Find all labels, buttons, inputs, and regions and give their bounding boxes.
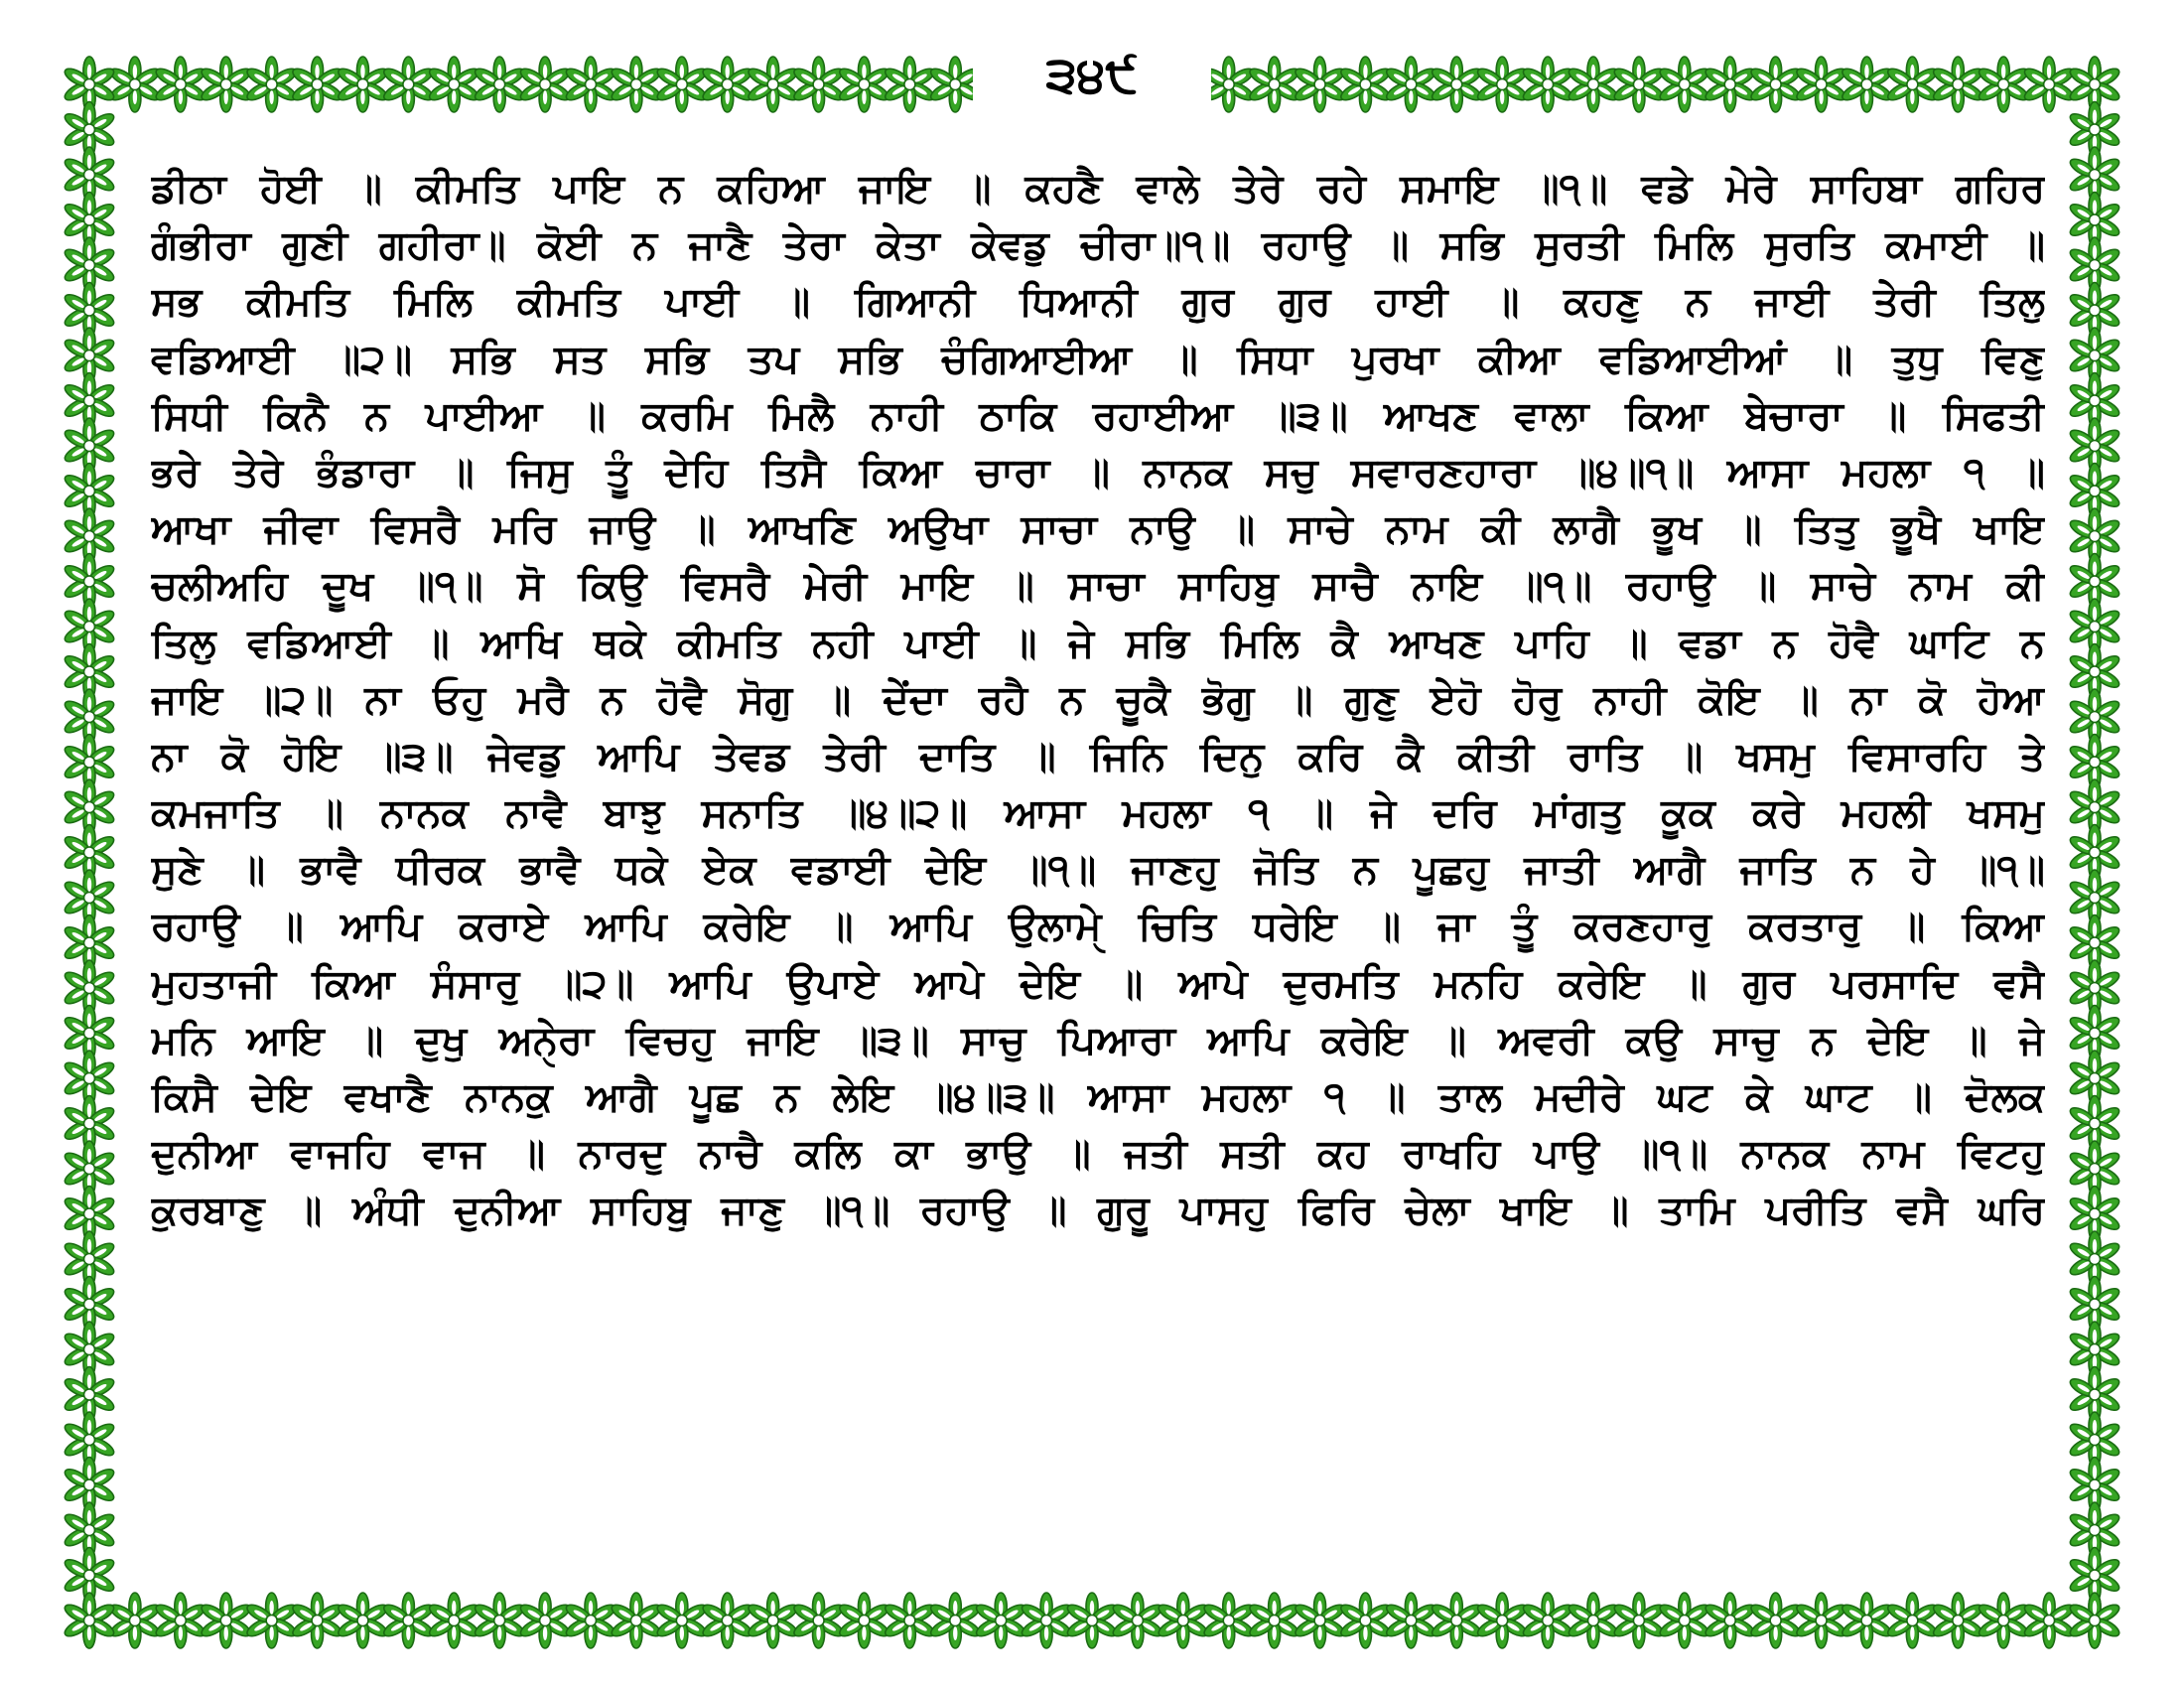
text-line: ਸੁਣੇ ॥ ਭਾਵੈ ਧੀਰਕ ਭਾਵੈ ਧਕੇ ਏਕ ਵਡਾਈ ਦੇਇ ॥੧॥ ਜਾਣਹੁ ਜੋਤਿ ਨ ਪੂਛਹੁ ਜਾਤੀ ਆਗੈ ਜਾਤਿ ਨ ਹੇ ॥੧॥ <box>151 847 2045 894</box>
flower-ornament-icon <box>199 57 252 112</box>
flower-ornament-icon <box>199 1593 252 1648</box>
flower-ornament-icon <box>290 1593 343 1648</box>
flower-ornament-icon <box>108 57 162 112</box>
flower-ornament-icon <box>746 1593 799 1648</box>
flower-ornament-icon <box>1521 1593 1574 1648</box>
flower-ornament-icon <box>700 1593 753 1648</box>
text-line: ਕਮਜਾਤਿ ॥ ਨਾਨਕ ਨਾਵੈ ਬਾਝੁ ਸਨਾਤਿ ॥੪॥੨॥ ਆਸਾ ਮਹਲਾ ੧ ॥ ਜੇ ਦਰਿ ਮਾਂਗਤੁ ਕੂਕ ਕਰੇ ਮਹਲੀ ਖਸਮੁ <box>151 790 2045 837</box>
flower-ornament-icon <box>2068 1593 2121 1648</box>
flower-ornament-icon <box>883 1593 936 1648</box>
text-line: ਆਖਾ ਜੀਵਾ ਵਿਸਰੈ ਮਰਿ ਜਾਉ ॥ ਆਖਣਿ ਅਉਖਾ ਸਾਚਾ ਨਾਉ ॥ ਸਾਚੇ ਨਾਮ ਕੀ ਲਾਗੈ ਭੂਖ ॥ ਤਿਤੁ ਭੂਖੈ ਖਾਇ <box>151 506 2045 553</box>
flower-ornament-icon <box>1794 57 1847 112</box>
flower-ornament-icon <box>1658 1593 1711 1648</box>
gurbani-text-body <box>151 161 2045 1551</box>
flower-ornament-icon <box>1885 1593 1939 1648</box>
flower-ornament-icon <box>1247 1593 1300 1648</box>
flower-ornament-icon <box>1430 1593 1483 1648</box>
flower-ornament-icon <box>154 1593 207 1648</box>
flower-ornament-icon <box>427 1593 480 1648</box>
text-line: ਡੀਠਾ ਹੋਈ ॥ ਕੀਮਤਿ ਪਾਇ ਨ ਕਹਿਆ ਜਾਇ ॥ ਕਹਣੈ ਵਾਲੇ ਤੇਰੇ ਰਹੇ ਸਮਾਇ ॥੧॥ ਵਡੇ ਮੇਰੇ ਸਾਹਿਬਾ ਗਹਿਰ <box>151 166 2045 211</box>
text-line: ਵਡਿਆਈ ॥੨॥ ਸਭਿ ਸਤ ਸਭਿ ਤਪ ਸਭਿ ਚੰਗਿਆਈਆ ॥ ਸਿਧਾ ਪੁਰਖਾ ਕੀਆ ਵਡਿਆਈਆਂ ॥ ਤੁਧੁ ਵਿਣੁ <box>151 336 2045 382</box>
flower-ornament-icon <box>1977 57 2030 112</box>
flower-ornament-icon <box>518 1593 572 1648</box>
page-number: ੩੪੯ <box>973 40 1211 109</box>
flower-ornament-icon <box>564 57 617 112</box>
flower-ornament-icon <box>610 1593 663 1648</box>
text-line: ਨਾ ਕੋ ਹੋਇ ॥੩॥ ਜੇਵਡੁ ਆਪਿ ਤੇਵਡ ਤੇਰੀ ਦਾਤਿ ॥ ਜਿਨਿ ਦਿਨੁ ਕਰਿ ਕੈ ਕੀਤੀ ਰਾਤਿ ॥ ਖਸਮੁ ਵਿਸਾਰਹਿ ਤੇ <box>151 733 2045 779</box>
text-line: ਮੁਹਤਾਜੀ ਕਿਆ ਸੰਸਾਰੁ ॥੨॥ ਆਪਿ ਉਪਾਏ ਆਪੇ ਦੇਇ ॥ ਆਪੇ ਦੁਰਮਤਿ ਮਨਹਿ ਕਰੇਇ ॥ ਗੁਰ ਪਰਸਾਦਿ ਵਸੈ <box>151 960 2045 1007</box>
flower-ornament-icon <box>1658 57 1711 112</box>
flower-ornament-icon <box>1612 1593 1666 1648</box>
flower-ornament-icon <box>564 1593 617 1648</box>
flower-ornament-icon <box>2022 1593 2076 1648</box>
flower-ornament-icon <box>244 1593 298 1648</box>
flower-ornament-icon <box>746 57 799 112</box>
flower-ornament-icon <box>1794 1593 1847 1648</box>
flower-ornament-icon <box>1384 1593 1437 1648</box>
flower-ornament-icon <box>1020 1593 1073 1648</box>
flower-ornament-icon <box>1430 57 1483 112</box>
flower-ornament-icon <box>473 1593 526 1648</box>
flower-ornament-icon <box>1567 57 1620 112</box>
flower-ornament-icon <box>381 57 435 112</box>
flower-ornament-icon <box>1384 57 1437 112</box>
flower-ornament-icon <box>336 1593 389 1648</box>
flower-ornament-icon <box>381 1593 435 1648</box>
flower-ornament-icon <box>473 57 526 112</box>
flower-ornament-icon <box>610 57 663 112</box>
text-line: ਦੁਨੀਆ ਵਾਜਹਿ ਵਾਜ ॥ ਨਾਰਦੁ ਨਾਚੈ ਕਲਿ ਕਾ ਭਾਉ ॥ ਜਤੀ ਸਤੀ ਕਹ ਰਾਖਹਿ ਪਾਉ ॥੧॥ ਨਾਨਕ ਨਾਮ ਵਿਟਹੁ <box>151 1131 2045 1178</box>
flower-ornament-icon <box>1703 1593 1756 1648</box>
flower-ornament-icon <box>1977 1593 2030 1648</box>
flower-ornament-icon <box>791 1593 845 1648</box>
text-line: ਭਰੇ ਤੇਰੇ ਭੰਡਾਰਾ ॥ ਜਿਸੁ ਤੂੰ ਦੇਹਿ ਤਿਸੈ ਕਿਆ ਚਾਰਾ ॥ ਨਾਨਕ ਸਚੁ ਸਵਾਰਣਹਾਰਾ ॥੪॥੧॥ ਆਸਾ ਮਹਲਾ ੧ ॥ <box>151 449 2045 495</box>
text-line: ਸਭ ਕੀਮਤਿ ਮਿਲਿ ਕੀਮਤਿ ਪਾਈ ॥ ਗਿਆਨੀ ਧਿਆਨੀ ਗੁਰ ਗੁਰ ਹਾਈ ॥ ਕਹਣੁ ਨ ਜਾਈ ਤੇਰੀ ਤਿਲੁ <box>151 279 2045 326</box>
flower-ornament-icon <box>1157 1593 1210 1648</box>
flower-ornament-icon <box>108 1593 162 1648</box>
flower-ornament-icon <box>154 57 207 112</box>
flower-ornament-icon <box>1247 57 1300 112</box>
flower-ornament-icon <box>837 1593 890 1648</box>
flower-ornament-icon <box>655 1593 709 1648</box>
flower-ornament-icon <box>655 57 709 112</box>
flower-ornament-icon <box>974 1593 1027 1648</box>
text-line: ਮਨਿ ਆਇ ॥ ਦੁਖੁ ਅਨੑੇਰਾ ਵਿਚਹੁ ਜਾਇ ॥੩॥ ਸਾਚੁ ਪਿਆਰਾ ਆਪਿ ਕਰੇਇ ॥ ਅਵਰੀ ਕਉ ਸਾਚੁ ਨ ਦੇਇ ॥ ਜੇ <box>151 1017 2045 1063</box>
flower-ornament-icon <box>336 57 389 112</box>
flower-ornament-icon <box>791 57 845 112</box>
flower-ornament-icon <box>518 57 572 112</box>
flower-ornament-icon <box>1703 57 1756 112</box>
flower-ornament-icon <box>883 57 936 112</box>
flower-ornament-icon <box>1475 57 1529 112</box>
flower-ornament-icon <box>1293 1593 1346 1648</box>
flower-ornament-icon <box>1748 1593 1802 1648</box>
flower-ornament-icon <box>1567 1593 1620 1648</box>
flower-ornament-icon <box>1840 57 1893 112</box>
flower-ornament-icon <box>1111 1593 1164 1648</box>
flower-ornament-icon <box>1338 57 1392 112</box>
flower-ornament-icon <box>1338 1593 1392 1648</box>
flower-ornament-icon <box>837 57 890 112</box>
text-line: ਗੰਭੀਰਾ ਗੁਣੀ ਗਹੀਰਾ॥ ਕੋਈ ਨ ਜਾਣੈ ਤੇਰਾ ਕੇਤਾ ਕੇਵਡੁ ਚੀਰਾ॥੧॥ ਰਹਾਉ ॥ ਸਭਿ ਸੁਰਤੀ ਮਿਲਿ ਸੁਰਤਿ ਕਮਾਈ ॥ <box>151 222 2045 269</box>
flower-ornament-icon <box>63 1593 116 1648</box>
text-line: ਸਿਧੀ ਕਿਨੈ ਨ ਪਾਈਆ ॥ ਕਰਮਿ ਮਿਲੈ ਨਾਹੀ ਠਾਕਿ ਰਹਾਈਆ ॥੩॥ ਆਖਣ ਵਾਲਾ ਕਿਆ ਬੇਚਾਰਾ ॥ ਸਿਫਤੀ <box>151 392 2045 439</box>
flower-ornament-icon <box>928 1593 982 1648</box>
flower-ornament-icon <box>1748 57 1802 112</box>
flower-ornament-icon <box>244 57 298 112</box>
text-line: ਕਿਸੈ ਦੇਇ ਵਖਾਣੈ ਨਾਨਕੁ ਆਗੈ ਪੂਛ ਨ ਲੇਇ ॥੪॥੩॥ ਆਸਾ ਮਹਲਾ ੧ ॥ ਤਾਲ ਮਦੀਰੇ ਘਟ ਕੇ ਘਾਟ ॥ ਦੋਲਕ <box>151 1074 2045 1120</box>
flower-ornament-icon <box>2022 57 2076 112</box>
flower-ornament-icon <box>1885 57 1939 112</box>
flower-ornament-icon <box>1521 57 1574 112</box>
text-line: ਜਾਇ ॥੨॥ ਨਾ ਓਹੁ ਮਰੈ ਨ ਹੋਵੈ ਸੋਗੁ ॥ ਦੇਂਦਾ ਰਹੈ ਨ ਚੂਕੈ ਭੋਗੁ ॥ ਗੁਣੁ ਏਹੋ ਹੋਰੁ ਨਾਹੀ ਕੋਇ ॥ ਨਾ ਕੋ ਹੋਆ <box>151 676 2045 723</box>
flower-ornament-icon <box>427 57 480 112</box>
flower-ornament-icon <box>700 57 753 112</box>
flower-ornament-icon <box>1931 1593 1984 1648</box>
flower-ornament-icon <box>1475 1593 1529 1648</box>
flower-ornament-icon <box>1201 1593 1255 1648</box>
flower-ornament-icon <box>290 57 343 112</box>
flower-ornament-icon <box>1293 57 1346 112</box>
flower-ornament-icon <box>1840 1593 1893 1648</box>
text-line: ਕੁਰਬਾਣੁ ॥ ਅੰਧੀ ਦੁਨੀਆ ਸਾਹਿਬੁ ਜਾਣੁ ॥੧॥ ਰਹਾਉ ॥ ਗੁਰੂ ਪਾਸਹੁ ਫਿਰਿ ਚੇਲਾ ਖਾਇ ॥ ਤਾਮਿ ਪਰੀਤਿ ਵਸੈ ਘਰਿ <box>151 1188 2045 1234</box>
text-line: ਤਿਲੁ ਵਡਿਆਈ ॥ ਆਖਿ ਥਕੇ ਕੀਮਤਿ ਨਹੀ ਪਾਈ ॥ ਜੇ ਸਭਿ ਮਿਲਿ ਕੈ ਆਖਣ ਪਾਹਿ ॥ ਵਡਾ ਨ ਹੋਵੈ ਘਾਟਿ ਨ <box>151 620 2045 666</box>
flower-ornament-icon <box>1931 57 1984 112</box>
flower-ornament-icon <box>1065 1593 1119 1648</box>
flower-ornament-icon <box>1612 57 1666 112</box>
text-line: ਚਲੀਅਹਿ ਦੂਖ ॥੧॥ ਸੋ ਕਿਉ ਵਿਸਰੈ ਮੇਰੀ ਮਾਇ ॥ ਸਾਚਾ ਸਾਹਿਬੁ ਸਾਚੈ ਨਾਇ ॥੧॥ ਰਹਾਉ ॥ ਸਾਚੇ ਨਾਮ ਕੀ <box>151 563 2045 610</box>
text-line: ਰਹਾਉ ॥ ਆਪਿ ਕਰਾਏ ਆਪਿ ਕਰੇਇ ॥ ਆਪਿ ਉਲਾਮੑੇ ਚਿਤਿ ਧਰੇਇ ॥ ਜਾ ਤੂੰ ਕਰਣਹਾਰੁ ਕਰਤਾਰੁ ॥ ਕਿਆ <box>151 904 2045 950</box>
